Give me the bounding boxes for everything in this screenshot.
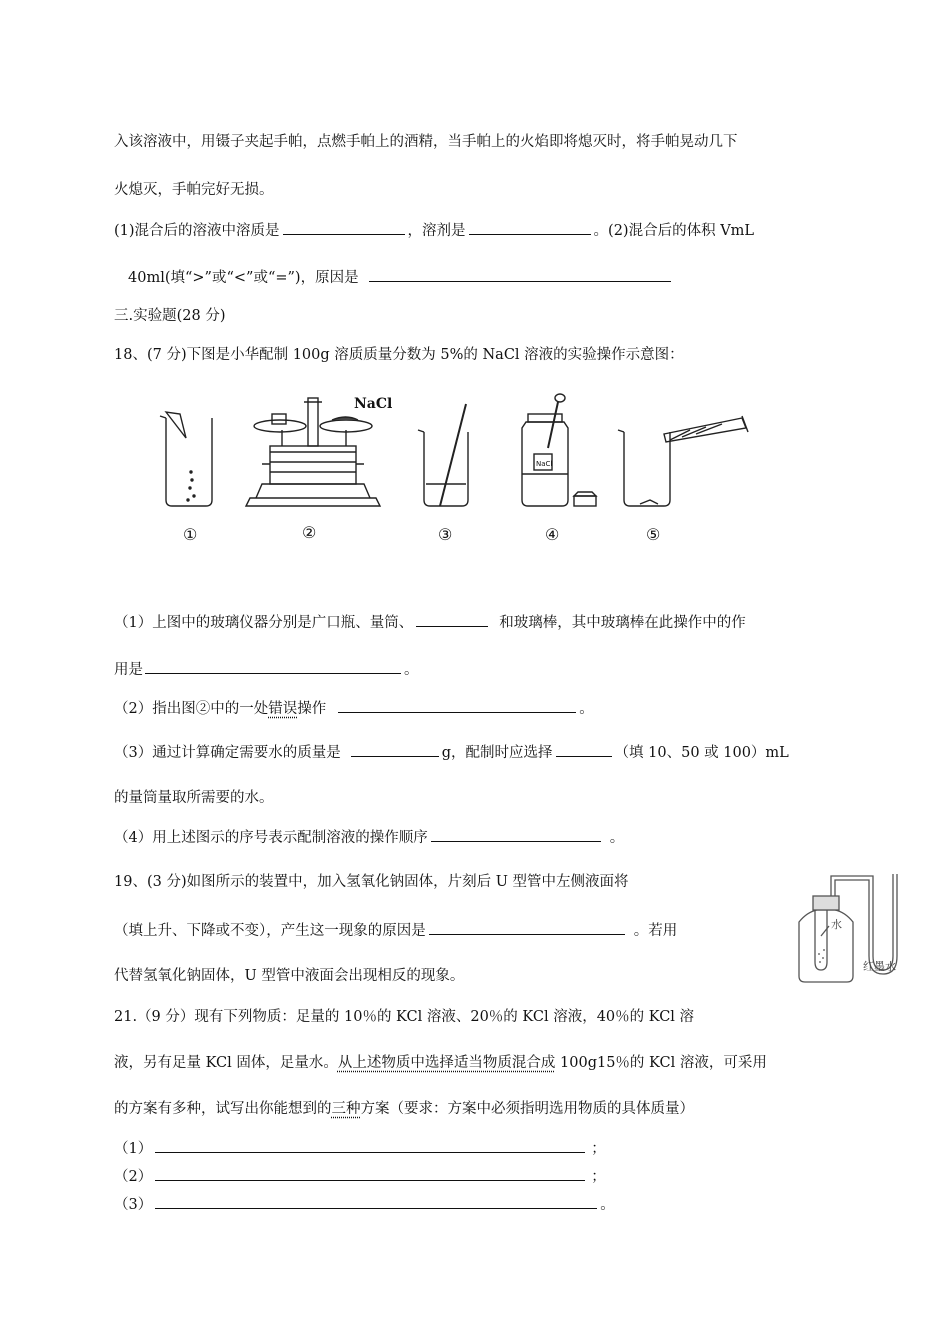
text: ，溶剂是 [407,223,466,239]
text: 操作 [297,701,327,717]
question-17-2 [128,266,850,288]
question-18-1 [114,611,850,633]
question-18-intro: 18、(7 分)下图是小华配制 100g 溶质质量分数为 5%的 NaCl 溶液的实验操作示意图： [114,347,684,363]
answer-blank[interactable] [431,826,601,842]
text: （2） [114,1169,153,1185]
nacl-label: NaCl [354,396,393,412]
emphasis-text: 从上述物质中选择适当物质混合成 [337,1055,556,1071]
answer-blank[interactable] [155,1193,597,1209]
question-18-4 [114,826,850,848]
answer-blank[interactable] [416,611,488,627]
answer-blank[interactable] [369,266,671,282]
text: 。 [600,1197,615,1213]
text: 100g15％的 KCl 溶液，可采用 [555,1055,767,1071]
question-21-cont [114,1053,850,1073]
red-ink-label: 红墨水 [863,960,896,973]
text: 的方案有多种，试写出你能想到的 [114,1101,332,1117]
answer-blank[interactable] [556,741,612,757]
question-17-1 [114,219,850,241]
text-line: 入该溶液中，用镊子夹起手帕，点燃手帕上的酒精，当手帕上的火焰即将熄灭时，将手帕晃动几下 [114,134,738,150]
u-tube-apparatus-figure [785,866,910,986]
caption-2: ② [302,523,317,542]
section-heading: 三.实验题(28 分) [114,308,226,324]
answer-line-3 [114,1193,850,1215]
answer-blank[interactable] [155,1165,585,1181]
text: （3） [114,1197,153,1213]
text: 用是 [114,662,143,678]
text: 。 [404,662,419,678]
answer-blank[interactable] [351,741,439,757]
text: 。 [579,701,594,717]
text: 40ml(填“>”或“<”或“=”)，原因是 [128,270,359,286]
question-18-1-cont [114,658,850,680]
text: ； [591,1169,606,1185]
text: （2）指出图②中的一处 [114,701,269,717]
beaker-with-cylinder-icon [618,416,748,506]
text-line: 火熄灭，手帕完好无损。 [114,182,274,198]
question-19-cont: 代替氢氧化钠固体，U 型管中液面会出现相反的现象。 [114,968,465,984]
beaker-with-paper-icon [160,412,212,506]
answer-blank[interactable] [429,919,625,935]
question-21: 21.（9 分）现有下列物质：足量的 10％的 KCl 溶液、20％的 KCl 溶液，40％的 KCl 溶 [114,1009,695,1025]
text: （4）用上述图示的序号表示配制溶液的操作顺序 [114,830,428,846]
text: 液，另有足量 KCl 固体，足量水。 [114,1055,338,1071]
text: 。若用 [633,923,678,939]
answer-blank[interactable] [469,219,591,235]
question-21-cont [114,1099,850,1119]
question-18-3-cont: 的量筒量取所需要的水。 [114,790,274,806]
text: (1)混合后的溶液中溶质是 [114,223,280,239]
water-label: 水 [831,918,842,931]
caption-4: ④ [545,525,560,544]
text: （1） [114,1141,153,1157]
text: 方案（要求：方案中必须指明选用物质的具体质量） [360,1101,694,1117]
text: 。 [609,830,625,846]
beaker-with-stirring-rod-icon [418,404,468,506]
text: （填 10、50 或 100）mL [614,745,789,761]
experiment-figure [150,388,770,548]
question-19: 19、(3 分)如图所示的装置中，加入氢氧化钠固体，片刻后 U 型管中左侧液面将 [114,874,629,890]
text: （3）通过计算确定需要水的质量是 [114,745,341,761]
answer-line-2 [114,1165,850,1187]
question-18-3 [114,741,850,763]
answer-blank[interactable] [145,658,401,674]
text: （填上升、下降或不变），产生这一现象的原因是 [114,923,426,939]
answer-blank[interactable] [338,697,576,713]
balance-icon [246,398,380,506]
caption-3: ③ [438,525,453,544]
question-18-2 [114,697,850,719]
bottle-label: NaCl [536,460,553,468]
text: （1）上图中的玻璃仪器分别是广口瓶、量筒、 [114,615,414,631]
answer-blank[interactable] [155,1137,585,1153]
caption-1: ① [183,525,198,544]
text: g，配制时应选择 [441,745,553,761]
caption-5: ⑤ [646,525,661,544]
text: 。(2)混合后的体积 VmL [593,223,755,239]
text: 和玻璃棒，其中玻璃棒在此操作中的作 [499,615,746,631]
question-19-cont [114,919,770,941]
answer-line-1 [114,1137,850,1159]
bottle-with-spoon-icon [522,394,596,506]
emphasis-text: 三种 [331,1101,361,1117]
answer-blank[interactable] [283,219,405,235]
text: ； [591,1141,606,1157]
emphasis-text: 错误 [268,701,298,717]
